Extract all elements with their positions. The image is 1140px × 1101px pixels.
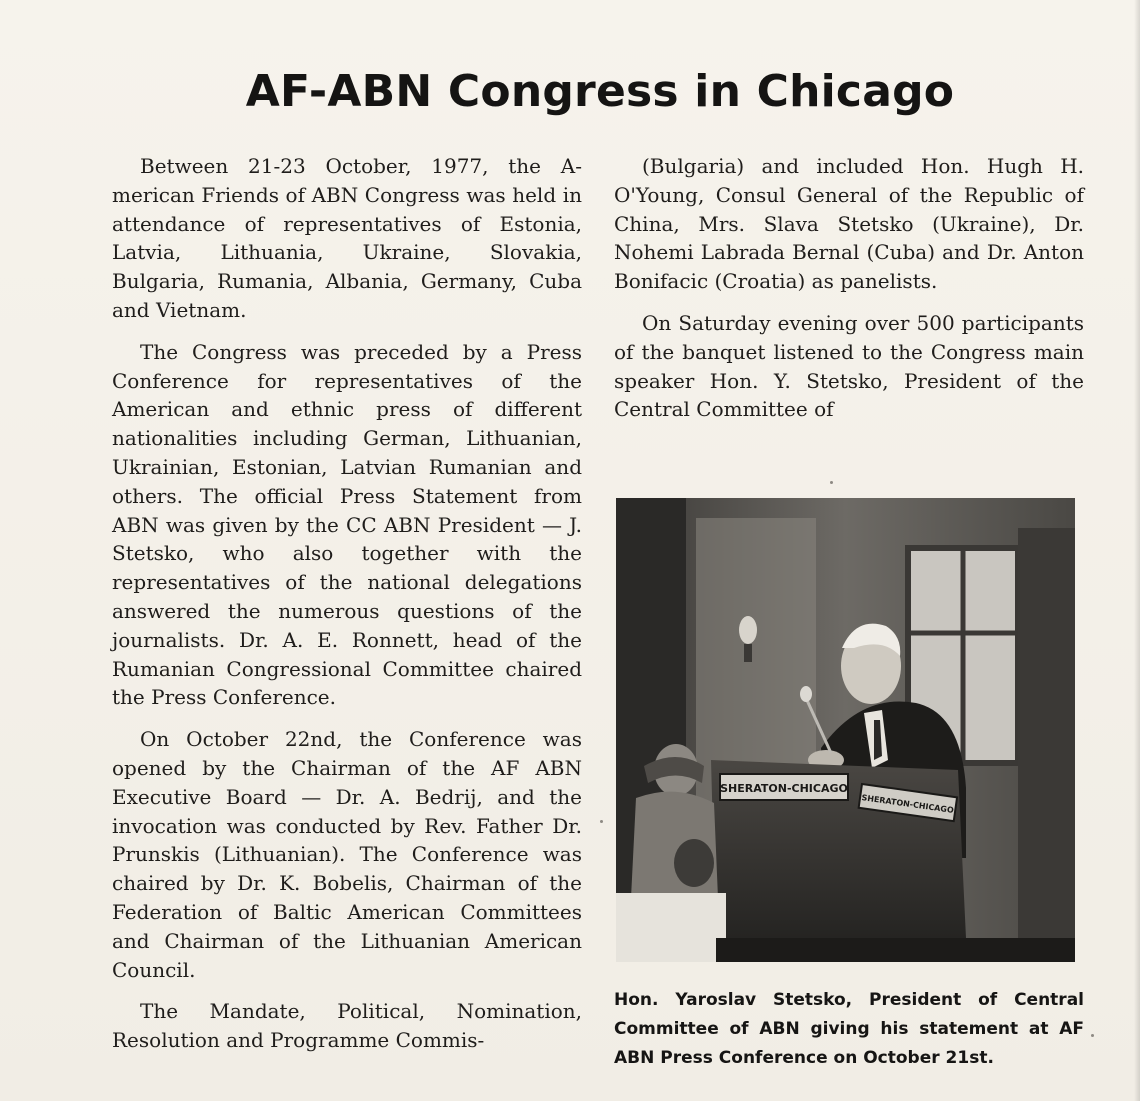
podium-sign-front-text: SHERATON-CHICAGO (720, 782, 848, 795)
podium-sign-side-text: SHERATON-CHICAGO (861, 793, 955, 815)
paragraph: The Mandate, Political, Nomination, Resolution and Programme Commis- (112, 999, 582, 1053)
right-column (614, 152, 1084, 437)
lamp-bracket (744, 644, 752, 662)
microphone-head (800, 686, 812, 702)
head-table-cloth (616, 893, 726, 962)
paragraph: Between 21-23 October, 1977, the A-merican Friends of ABN Congress was held in attendance of representatives of Estonia, Latvia, Lithuania, Ukraine, Slovakia, Bulgaria, Rumania, Albania, Germany, Cuba and Vietnam. (112, 154, 582, 322)
paragraph: (Bulgaria) and included Hon. Hugh H. O'Young, Consul General of the Republic of China, Mrs. Slava Stetsko (Ukraine), Dr. Nohemi Labrada Bernal (Cuba) and Dr. Anton Bonifacic (Croatia) as panelists. (614, 154, 1084, 294)
scan-speck (1091, 1034, 1094, 1037)
scan-speck (830, 481, 833, 484)
scan-edge-shadow (1134, 0, 1140, 1101)
article-title: AF-ABN Congress in Chicago (245, 66, 955, 117)
photo-caption: Hon. Yaroslav Stetsko, President of Central Committee of ABN giving his statement at AF ABN Press Conference on October 21st. (614, 990, 1084, 1068)
speaker-photo (616, 498, 1075, 962)
right-curtain (1018, 528, 1075, 962)
paragraph: On October 22nd, the Conference was opened by the Chairman of the AF ABN Executive Board — Dr. A. Bedrij, and the invocation was conducted by Rev. Father Dr. Prunskis (Lithuanian). The Conference was chaired by Dr. K. Bobelis, Chairman of the Federation of Baltic American Committees and Chairman of the Lithuanian American Council. (112, 727, 582, 982)
floor (716, 938, 1075, 962)
scan-speck (600, 820, 603, 823)
left-column (112, 152, 582, 1068)
table-object (674, 839, 714, 887)
paragraph: The Congress was preceded by a Press Conference for representatives of the American and ethnic press of different nationalities including German, Lithuanian, Ukrainian, Estonian, Latvian Rumanian and others. The official Press Statement from ABN was given by the CC ABN President — J. Stetsko, who also together with the representatives of the national delegations answered the numerous questions of the journalists. Dr. A. E. Ronnett, head of the Rumanian Congressional Committee chaired the Press Conference. (112, 339, 582, 710)
wall-lamp (739, 616, 757, 644)
photo-illustration (616, 498, 1075, 962)
paragraph: On Saturday evening over 500 participants of the banquet listened to the Congress main speaker Hon. Y. Stetsko, President of the Central Committee of (614, 310, 1084, 422)
